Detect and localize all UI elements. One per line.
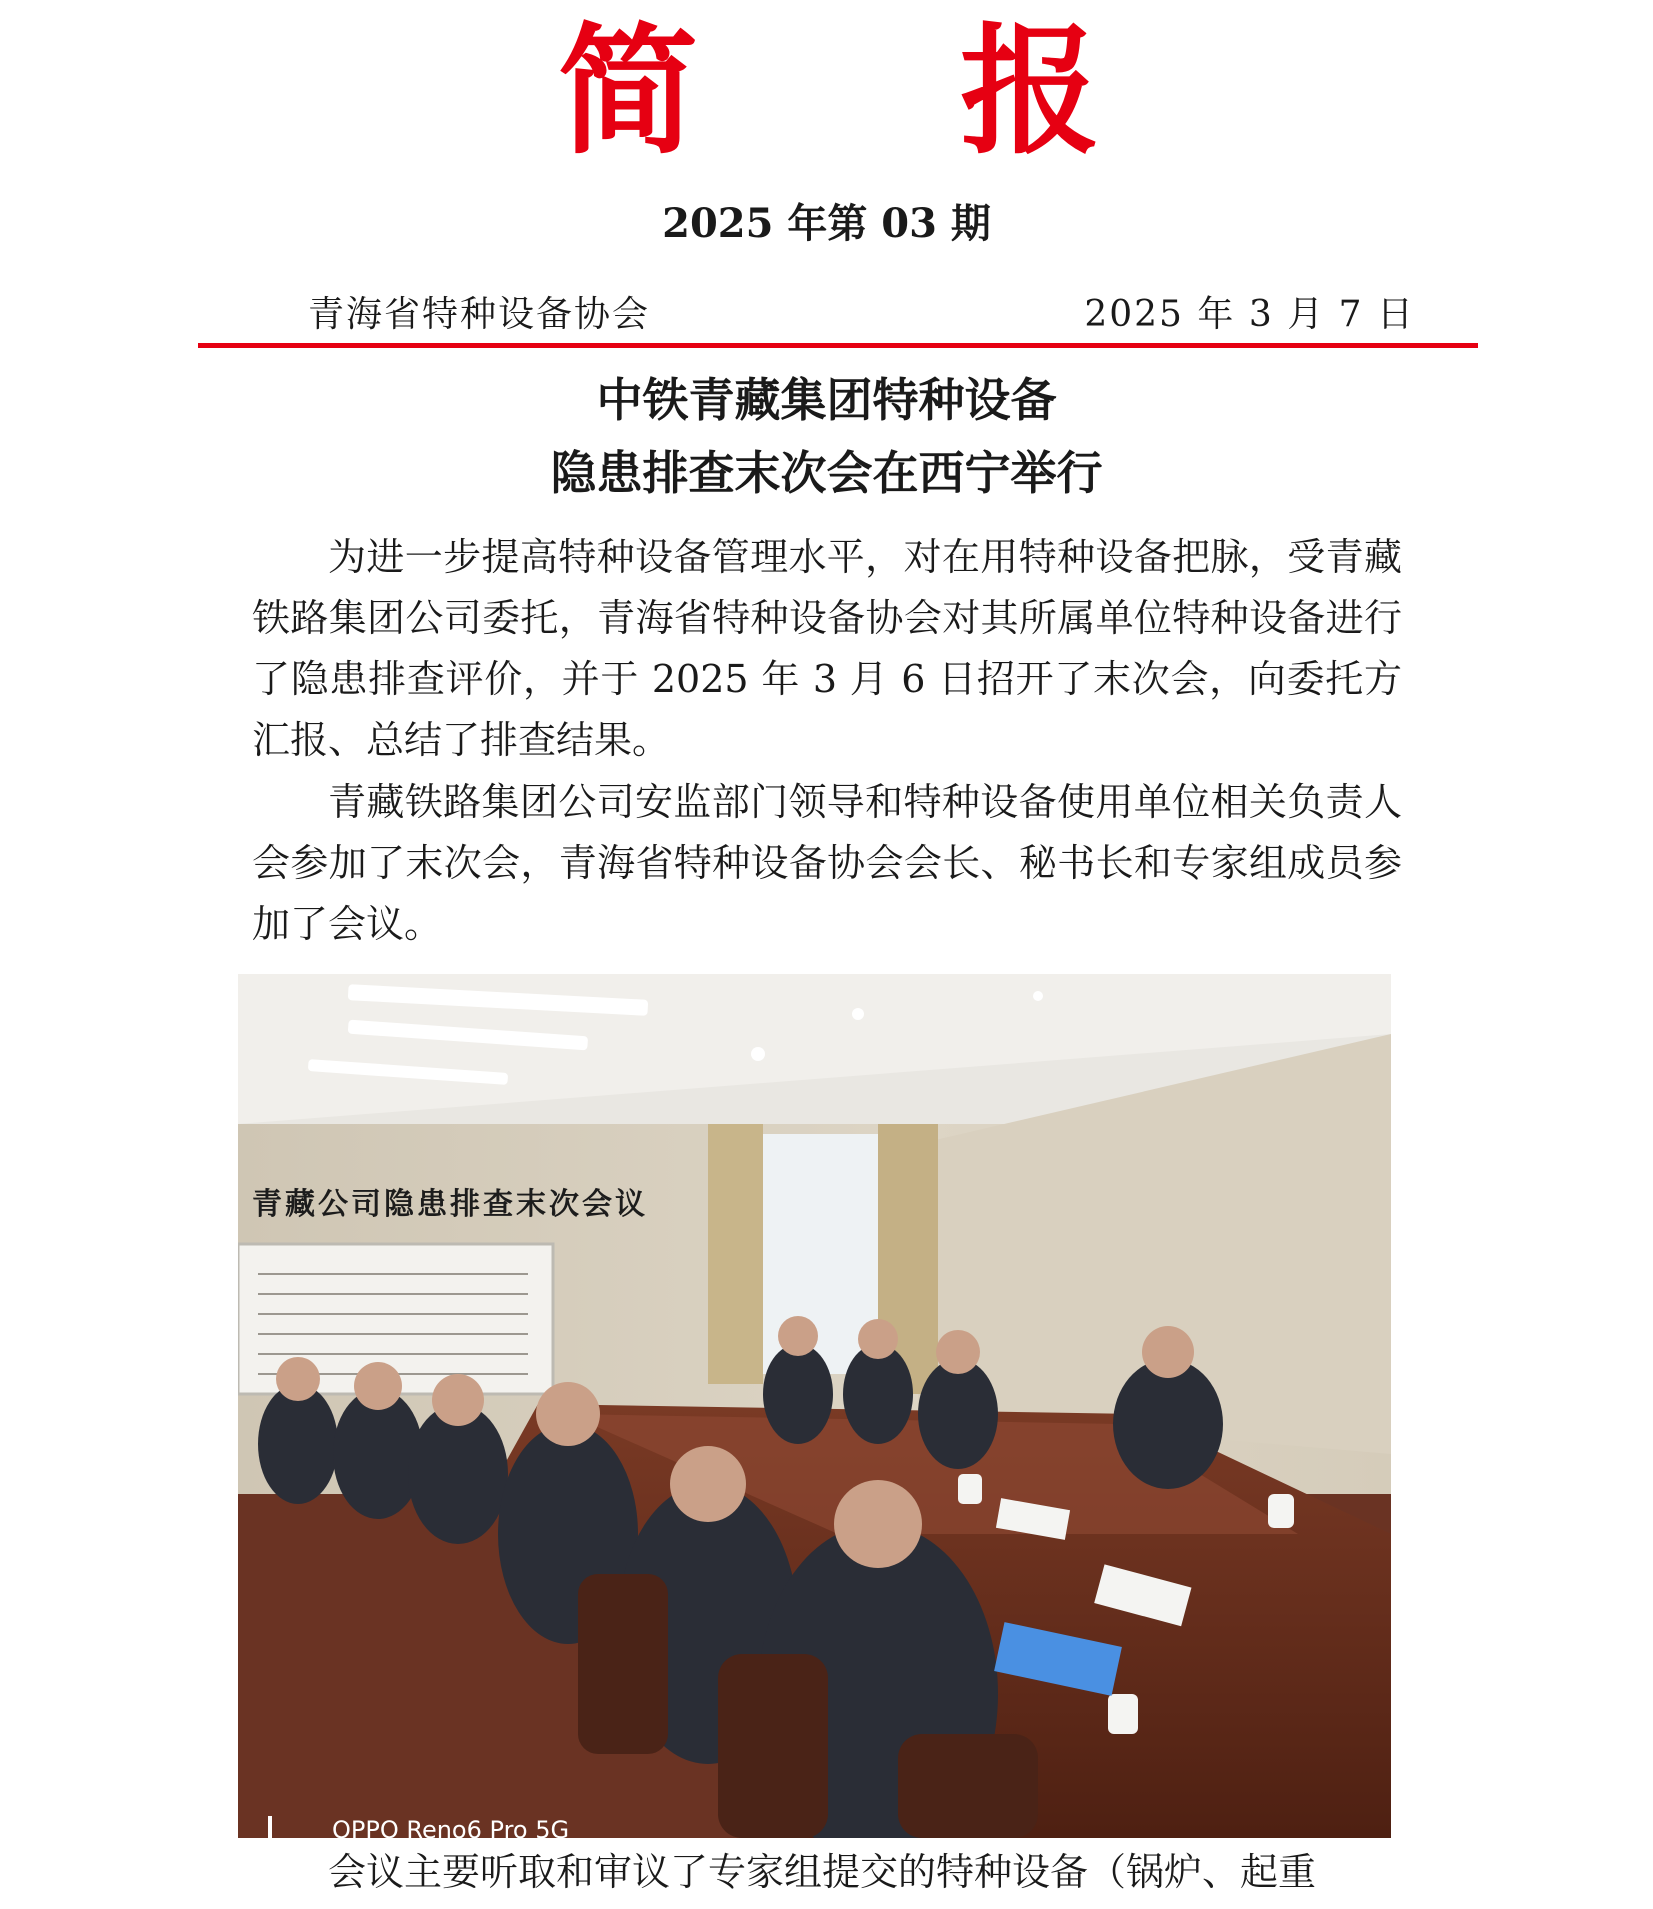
- masthead: [0, 11, 1653, 174]
- masthead-char-right: 报: [960, 11, 1101, 174]
- paragraph-2: 青藏铁路集团公司安监部门领导和特种设备使用单位相关负责人会参加了末次会，青海省特种设备协会会长、秘书长和专家组成员参加了会议。: [252, 780, 1402, 946]
- paragraph-3: 会议主要听取和审议了专家组提交的特种设备（锅炉、起重: [328, 1850, 1317, 1894]
- photo-caption: 青藏公司隐患排查末次会议: [252, 1187, 648, 1222]
- article-title-line1: 中铁青藏集团特种设备: [596, 373, 1057, 427]
- masthead-char-left: 简: [558, 11, 699, 174]
- publisher-org: 青海省特种设备协会: [308, 294, 651, 335]
- issue-number: 2025 年第 03 期: [662, 200, 991, 247]
- meeting-photo: [238, 974, 1391, 1838]
- red-divider: [198, 343, 1478, 348]
- article-title-line2: 隐患排查末次会在西宁举行: [550, 446, 1103, 500]
- publish-date: 2025 年 3 月 7 日: [1084, 294, 1415, 335]
- paragraph-1: 为进一步提高特种设备管理水平，对在用特种设备把脉，受青藏铁路集团公司委托，青海省特种设备协会对其所属单位特种设备进行了隐患排查评价，并于 2025 年 3 月 6 日招开了末次会，向委托方汇报、总结了排查结果。: [252, 535, 1402, 762]
- meeting-photo-illustration: [238, 974, 1391, 1838]
- watermark-brand: OPPO Reno6 Pro 5G: [332, 1816, 570, 1838]
